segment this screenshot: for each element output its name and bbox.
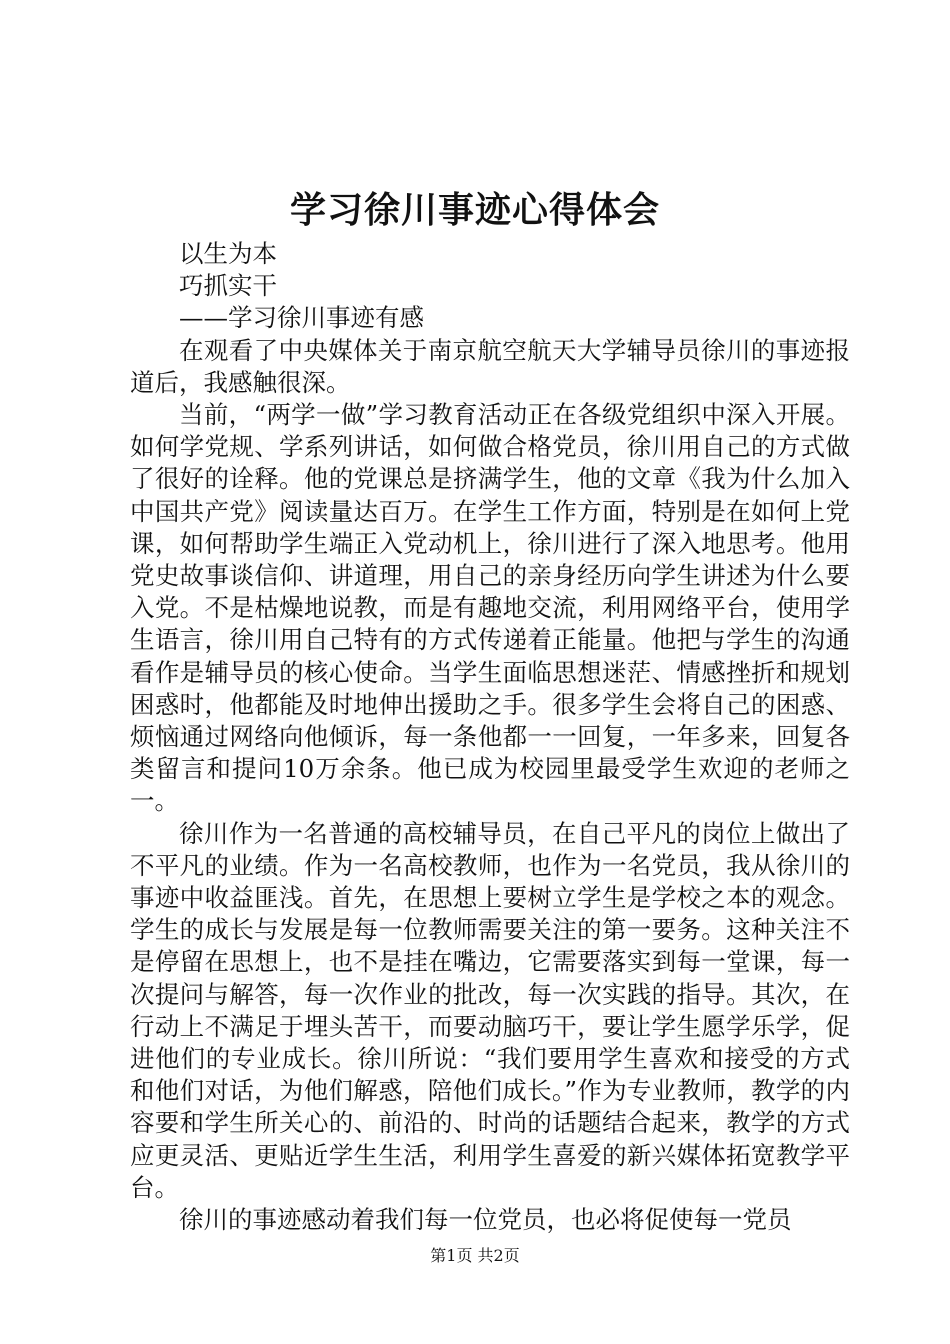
document-body bbox=[130, 238, 850, 1236]
document-title: 学习徐川事迹心得体会 bbox=[289, 189, 660, 231]
paragraph: 徐川作为一名普通的高校辅导员，在自己平凡的岗位上做出了不平凡的业绩。作为一名高校教师，也作为一名党员，我从徐川的事迹中收益匪浅。首先，在思想上要树立学生是学校之本的观念。学生的成长与发展是每一位教师需要关注的第一要务。这种关注不是停留在思想上，也不是挂在嘴边，它需要落实到每一堂课，每一次提问与解答，每一次作业的批改，每一次实践的指导。其次，在行动上不满足于埋头苦干，而要动脑巧干，要让学生愿学乐学，促进他们的专业成长。徐川所说：“我们要用学生喜欢和接受的方式和他们对话，为他们解惑，陪他们成长。”作为专业教师，教学的内容要和学生所关心的、前沿的、时尚的话题结合起来，教学的方式应更灵活、更贴近学生生活，利用学生喜爱的新兴媒体拓宽教学平台。 bbox=[130, 818, 850, 1202]
paragraph: 徐川的事迹感动着我们每一位党员，也必将促使每一党员 bbox=[179, 1205, 792, 1235]
subtitle-line: 以生为本 bbox=[179, 239, 277, 268]
subtitle-line: ——学习徐川事迹有感 bbox=[179, 303, 424, 333]
paragraph: 在观看了中央媒体关于南京航空航天大学辅导员徐川的事迹报道后，我感触很深。 bbox=[130, 335, 850, 397]
page-footer: 第1页 共2页 bbox=[430, 1246, 520, 1265]
subtitle-line: 巧抓实干 bbox=[179, 271, 277, 301]
paragraph: 当前，“两学一做”学习教育活动正在各级党组织中深入开展。如何学党规、学系列讲话，如何做合格党员，徐川用自己的方式做了很好的诠释。他的党课总是挤满学生，他的文章《我为什么加入中国共产党》阅读量达百万。在学生工作方面，特别是在如何上党课，如何帮助学生端正入党动机上，徐川进行了深入地思考。他用党史故事谈信仰、讲道理，用自己的亲身经历向学生讲述为什么要入党。不是枯燥地说教，而是有趣地交流，利用网络平台，使用学生语言，徐川用自己特有的方式传递着正能量。他把与学生的沟通看作是辅导员的核心使命。当学生面临思想迷茫、情感挫折和规划困惑时，他都能及时地伸出援助之手。很多学生会将自己的困惑、烦恼通过网络向他倾诉，每一条他都一一回复，一年多来，回复各类留言和提问10万余条。他已成为校园里最受学生欢迎的老师之一。 bbox=[130, 400, 850, 816]
